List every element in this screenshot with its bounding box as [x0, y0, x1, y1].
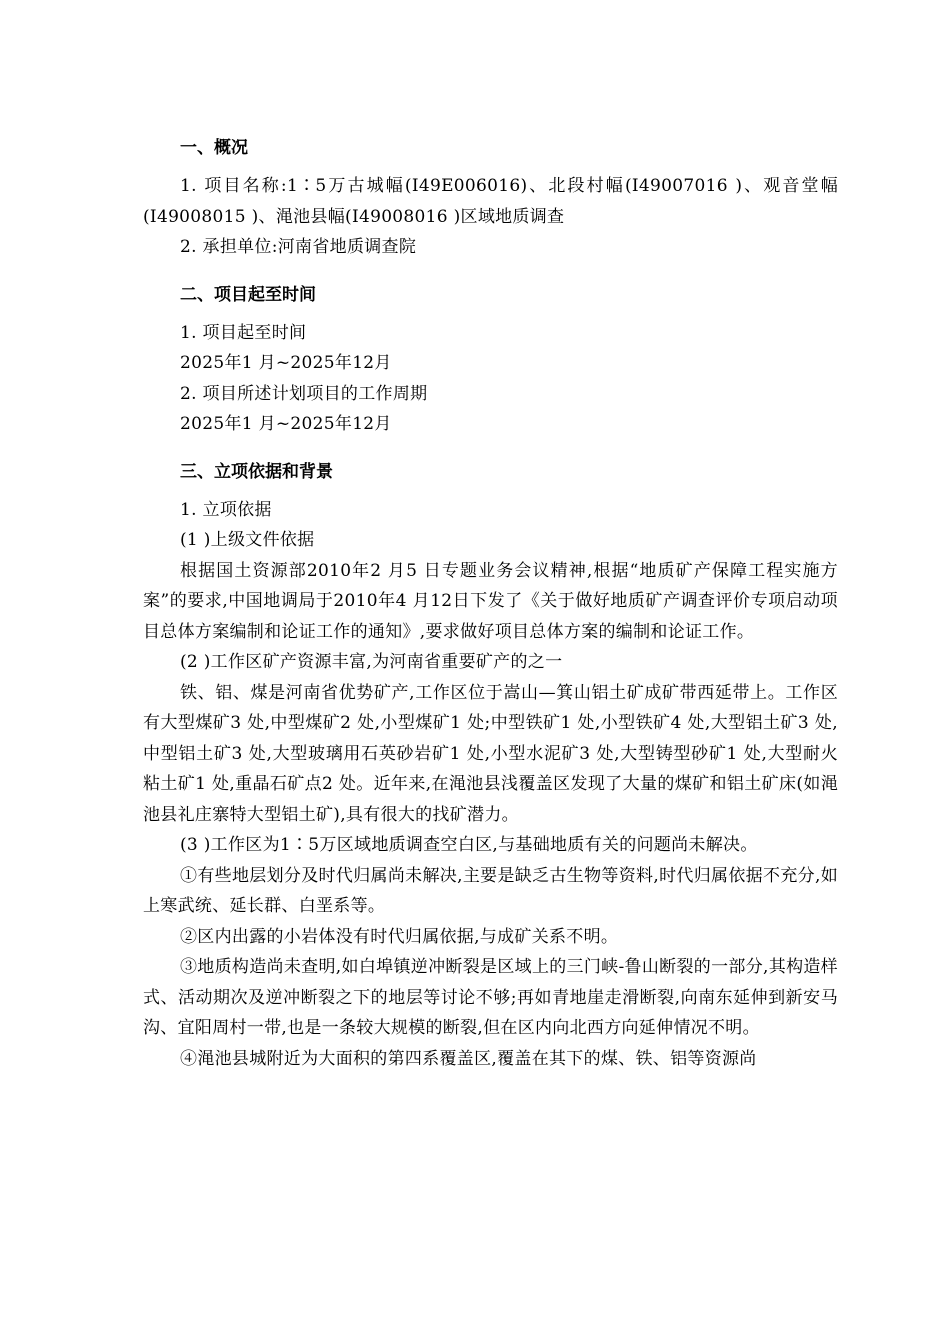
basis-point-3: ③地质构造尚未查明,如白埠镇逆冲断裂是区域上的三门峡-鲁山断裂的一部分,其构造样式、活动期次及逆冲断裂之下的地层等讨论不够;再如青地崖走滑断裂,向南东延伸到新安马沟、宜阳周村一带,也是一条较大规模的断裂,但在区内向北西方向延伸情况不明。: [143, 957, 838, 1038]
basis-point-2: ②区内出露的小岩体没有时代归属依据,与成矿关系不明。: [180, 926, 619, 947]
period-item-2: 2. 项目所述计划项目的工作周期: [180, 383, 428, 404]
period-item-1: 1. 项目起至时间: [180, 322, 307, 343]
basis-point-1: ①有些地层划分及时代归属尚未解决,主要是缺乏古生物等资料,时代归属依据不充分,如上寒武统、延长群、白垩系等。: [143, 865, 838, 916]
basis-paragraph-minerals: 铁、铝、煤是河南省优势矿产,工作区位于嵩山—箕山铝土矿成矿带西延带上。工作区有大型煤矿3 处,中型煤矿2 处,小型煤矿1 处;中型铁矿1 处,小型铁矿4 处,大型铝土矿3 处,中型铝土矿3 处,大型玻璃用石英砂岩矿1 处,小型水泥矿3 处,大型铸型砂矿1 处,大型耐火粘土矿1 处,重晶石矿点2 处。近年来,在渑池县浅覆盖区发现了大量的煤矿和铝土矿床(如渑池县礼庄寨特大型铝土矿),具有很大的找矿潜力。: [143, 682, 838, 825]
period-value-2: 2025年1 月~2025年12月: [180, 414, 392, 434]
basis-item-1: 1. 立项依据: [180, 499, 272, 520]
basis-point-4: ④渑池县城附近为大面积的第四系覆盖区,覆盖在其下的煤、铁、铝等资源尚: [180, 1048, 757, 1069]
document-body: [143, 134, 838, 1074]
project-name-paragraph: 1. 项目名称:1∶5万古城幅(I49E006016)、北段村幅(I49007016 )、观音堂幅(I49008015 )、渑池县幅(I49008016 )区域地质调查: [143, 176, 838, 227]
basis-paragraph-documents: 根据国土资源部2010年2 月5 日专题业务会议精神,根据“地质矿产保障工程实施方案”的要求,中国地调局于2010年4 月12日下发了《关于做好地质矿产调查评价专项启动项目总体方案编制和论证工作的通知》,要求做好项目总体方案的编制和论证工作。: [143, 560, 838, 642]
section-heading-overview: 一、概况: [180, 138, 248, 158]
undertaking-unit-paragraph: 2. 承担单位:河南省地质调查院: [180, 237, 417, 257]
period-value-1: 2025年1 月~2025年12月: [180, 353, 392, 373]
section-heading-period: 二、项目起至时间: [180, 284, 316, 305]
section-heading-basis: 三、立项依据和背景: [180, 461, 333, 482]
basis-subitem-2: (2 )工作区矿产资源丰富,为河南省重要矿产的之一: [180, 652, 563, 672]
basis-subitem-3: (3 )工作区为1∶5万区域地质调查空白区,与基础地质有关的问题尚未解决。: [180, 835, 758, 855]
basis-subitem-1: (1 )上级文件依据: [180, 530, 315, 550]
